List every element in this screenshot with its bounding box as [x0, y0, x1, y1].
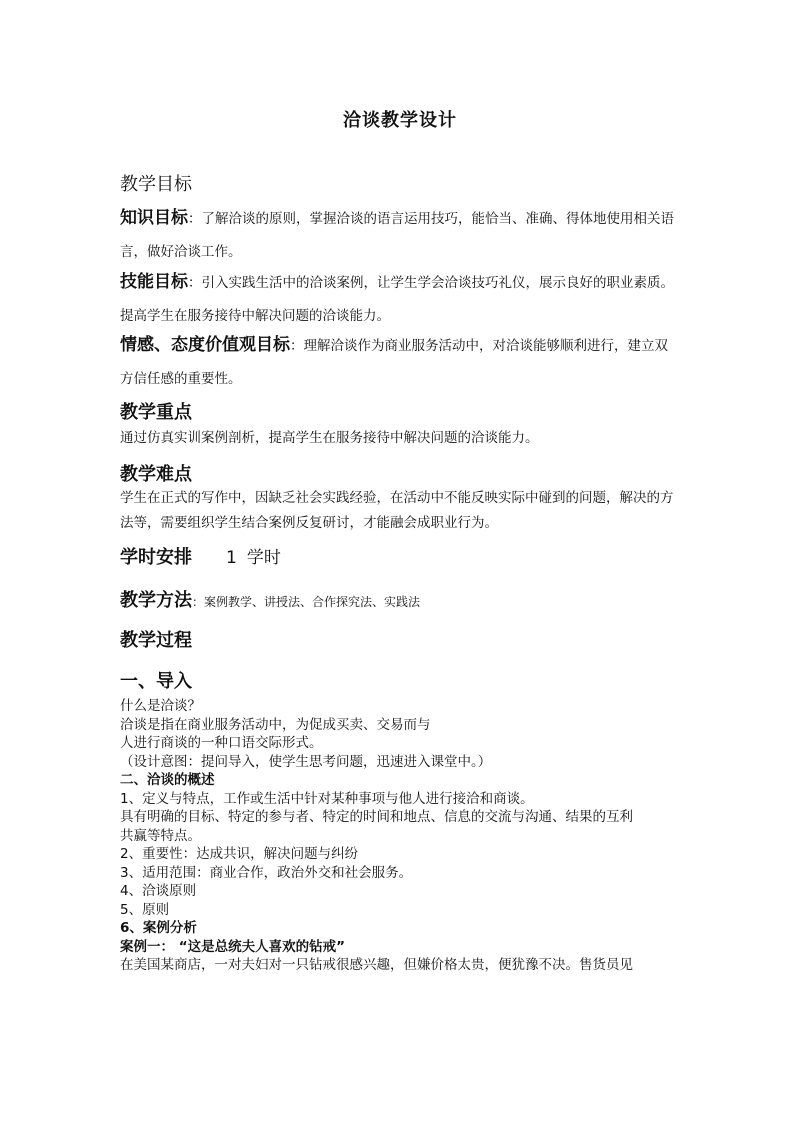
- intro-lines: [120, 697, 680, 975]
- methods-heading: 教学方法: [120, 590, 192, 611]
- schedule-unit: 学时: [246, 548, 281, 568]
- attitude-objective-text: ：理解洽谈作为商业服务活动中，对洽谈能够顺利进行，建立双方信任感的重要性。: [120, 338, 668, 387]
- intro-line: 洽谈是指在商业服务活动中，为促成买卖、交易而与: [120, 716, 431, 733]
- attitude-objective-label: 情感、态度价值观目标: [120, 335, 290, 355]
- schedule-hours: 1: [226, 548, 237, 568]
- overview-item: 2、重要性：达成共识，解决问题与纠纷: [120, 846, 359, 862]
- intro-line: 什么是洽谈？: [120, 698, 201, 714]
- case-title: 案例一： “这是总统夫人喜欢的钻戒”: [120, 938, 345, 955]
- intro-line: （设计意图：提问导入，使学生思考问题，迅速进入课堂中。）: [120, 753, 492, 770]
- overview-item: 5、原则: [120, 901, 170, 918]
- overview-item: 共赢等特点。: [120, 827, 201, 844]
- methods-text: 案例教学、讲授法、合作探究法、实践法: [204, 595, 421, 609]
- schedule-heading: 学时安排: [120, 547, 192, 568]
- methods-row: [120, 586, 420, 612]
- schedule-row: [120, 543, 281, 569]
- overview-item: 3、适用范围：商业合作，政治外交和社会服务。: [120, 864, 413, 881]
- process-heading: 教学过程: [120, 630, 192, 651]
- objectives-heading: 教学目标: [120, 174, 192, 195]
- skill-objective-label: 技能目标: [120, 272, 188, 292]
- difficulties-heading: 教学难点: [120, 464, 192, 485]
- case-section-heading: 6、案例分析: [120, 920, 197, 936]
- knowledge-objective-text: ：了解洽谈的原则，掌握洽谈的语言运用技巧，能恰当、准确、得体地使用相关语言，做好洽谈工作。: [120, 211, 674, 260]
- overview-heading: 二、洽谈的概述: [120, 772, 215, 788]
- methods-colon: ：: [192, 595, 205, 609]
- document-title: 洽谈教学设计: [343, 110, 457, 131]
- skill-objective-text: ：引入实践生活中的洽谈案例，让学生学会洽谈技巧礼仪，展示良好的职业素质。提高学生在服务接待中解决问题的洽谈能力。: [120, 275, 674, 324]
- overview-item: 具有明确的目标、特定的参与者、特定的时间和地点、信息的交流与沟通、结果的互利: [120, 809, 633, 825]
- attitude-objective: [120, 329, 680, 396]
- knowledge-objective-label: 知识目标: [120, 208, 188, 228]
- case-text: 在美国某商店，一对夫妇对一只钻戒很感兴趣，但嫌价格太贵，便犹豫不决。售货员见: [120, 957, 633, 973]
- key-points-heading: 教学重点: [120, 402, 192, 423]
- intro-heading: 一、导入: [120, 671, 192, 692]
- intro-line: 人进行商谈的一种口语交际形式。: [120, 735, 323, 751]
- skill-objective: [120, 266, 680, 333]
- key-points-text: 通过仿真实训案例剖析，提高学生在服务接待中解决问题的洽谈能力。: [120, 430, 539, 446]
- overview-item: 1、定义与特点，工作或生活中针对某种事项与他人进行接洽和商谈。: [120, 790, 534, 807]
- knowledge-objective: [120, 202, 680, 269]
- overview-item: 4、洽谈原则: [120, 883, 197, 899]
- difficulties-text: 学生在正式的写作中，因缺乏社会实践经验，在活动中不能反映实际中碰到的问题，解决的方法等，需要组织学生结合案例反复研讨，才能融会成职业行为。: [120, 490, 674, 531]
